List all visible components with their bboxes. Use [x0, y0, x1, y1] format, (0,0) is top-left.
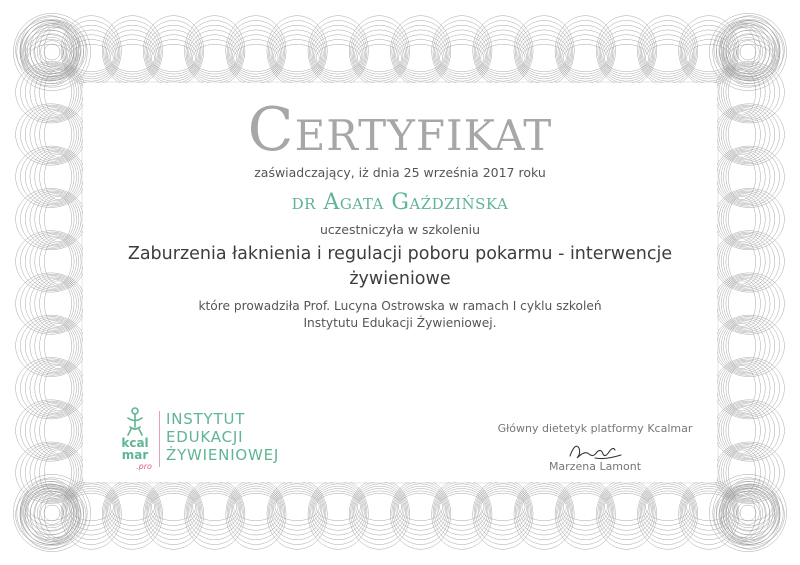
- institute-name: [166, 410, 279, 464]
- institute-logo: [114, 405, 324, 475]
- signatory-name: Marzena Lamont: [548, 460, 642, 473]
- course-title: Zaburzenia łaknienia i regulacji poboru pokarmu - interwencje żywieniowe: [127, 244, 673, 289]
- description-line-1: które prowadziła Prof. Lucyna Ostrowska w ramach I cyklu szkoleń: [198, 299, 602, 313]
- brand-mar: mar: [121, 448, 149, 462]
- participation-line: uczestniczyła w szkoleniu: [319, 222, 481, 237]
- certificate-title: Certyfikat: [247, 95, 553, 165]
- course-description: [95, 298, 705, 332]
- brand-pro: .pro: [136, 462, 152, 471]
- description-line-2: Instytutu Edukacji Żywieniowej.: [303, 316, 497, 330]
- signatory-role: Główny dietetyk platformy Kcalmar: [497, 422, 693, 435]
- logo-divider: [159, 411, 160, 467]
- institute-line-1: INSTYTUT: [166, 410, 246, 428]
- institute-line-2: EDUKACJI: [166, 428, 244, 446]
- kcalmar-logo-icon: [114, 405, 156, 475]
- signature-block: [470, 422, 720, 482]
- attest-line: zaświadczający, iż dnia 25 września 2017 roku: [254, 165, 546, 180]
- brand-kcal: kcal: [121, 436, 149, 450]
- institute-line-3: ŻYWIENIOWEJ: [166, 446, 280, 464]
- recipient-name: dr Agata Gaździńska: [291, 190, 509, 215]
